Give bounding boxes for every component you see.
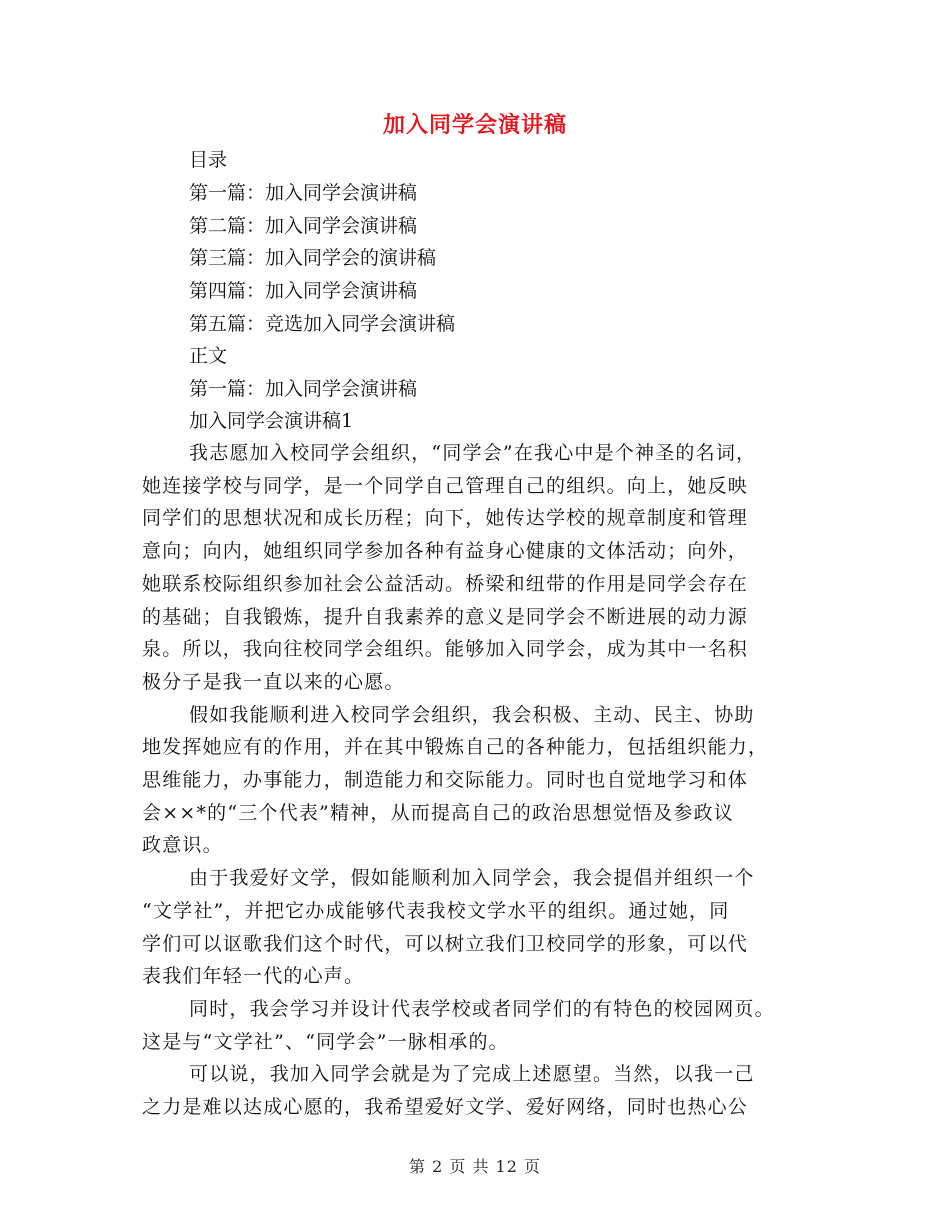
paragraph-line: 她联系校际组织参加社会公益活动。桥梁和纽带的作用是同学会存在 xyxy=(142,572,749,595)
body-heading: 正文 xyxy=(189,345,228,367)
paragraph-line: 地发挥她应有的作用，并在其中锻炼自己的各种能力，包括组织能力， xyxy=(142,736,769,759)
body-paragraph xyxy=(142,862,810,993)
paragraph-line: 之力是难以达成心愿的，我希望爱好文学、爱好网络，同时也热心公 xyxy=(142,1096,749,1119)
paragraph-line: 政意识。 xyxy=(142,834,223,857)
paragraph-line: 意向；向内，她组织同学参加各种有益身心健康的文体活动；向外， xyxy=(142,540,749,563)
section-title: 第一篇：加入同学会演讲稿 xyxy=(189,378,418,400)
page-footer: 第 2 页 共 12 页 xyxy=(409,1157,541,1176)
paragraph-line: 她连接学校与同学，是一个同学自己管理自己的组织。向上，她反映 xyxy=(142,474,749,497)
paragraph-line: 我志愿加入校同学会组织，“同学会”在我心中是个神圣的名词， xyxy=(189,442,757,464)
toc-item: 第五篇：竞选加入同学会演讲稿 xyxy=(189,313,456,335)
paragraph-line: 由于我爱好文学，假如能顺利加入同学会，我会提倡并组织一个 xyxy=(189,867,755,890)
body-paragraph xyxy=(142,993,810,1058)
body-text xyxy=(142,437,810,1124)
speech-subtitle: 加入同学会演讲稿1 xyxy=(189,410,354,432)
body-paragraph xyxy=(142,1058,810,1123)
toc-item: 第二篇：加入同学会演讲稿 xyxy=(189,215,418,237)
toc-item: 第三篇：加入同学会的演讲稿 xyxy=(189,247,437,269)
body-paragraph xyxy=(142,437,810,699)
toc-item: 第四篇：加入同学会演讲稿 xyxy=(189,280,418,302)
paragraph-line: 泉。所以，我向往校同学会组织。能够加入同学会，成为其中一名积 xyxy=(142,638,749,661)
paragraph-line: 的基础；自我锻炼，提升自我素养的意义是同学会不断进展的动力源 xyxy=(142,605,749,628)
document-title: 加入同学会演讲稿 xyxy=(382,113,567,138)
paragraph-line: 同时，我会学习并设计代表学校或者同学们的有特色的校园网页。 xyxy=(189,997,775,1020)
paragraph-line: 可以说，我加入同学会就是为了完成上述愿望。当然，以我一己 xyxy=(189,1063,755,1086)
paragraph-line: 会××*的“三个代表”精神，从而提高自己的政治思想觉悟及参政议 xyxy=(142,801,734,824)
toc-heading: 目录 xyxy=(189,149,228,171)
paragraph-line: 表我们年轻一代的心声。 xyxy=(142,965,365,988)
toc-item: 第一篇：加入同学会演讲稿 xyxy=(189,182,418,204)
paragraph-line: 思维能力，办事能力，制造能力和交际能力。同时也自觉地学习和体 xyxy=(142,769,749,792)
paragraph-line: 假如我能顺利进入校同学会组织，我会积极、主动、民主、协助 xyxy=(189,703,755,726)
paragraph-line: 极分子是我一直以来的心愿。 xyxy=(142,670,405,693)
paragraph-line: 这是与“文学社”、“同学会”一脉相承的。 xyxy=(142,1030,509,1053)
paragraph-line: 学们可以讴歌我们这个时代，可以树立我们卫校同学的形象，可以代 xyxy=(142,932,749,955)
paragraph-line: “文学社”，并把它办成能够代表我校文学水平的组织。通过她，同 xyxy=(142,899,730,922)
body-paragraph xyxy=(142,699,810,863)
paragraph-line: 同学们的思想状况和成长历程；向下，她传达学校的规章制度和管理 xyxy=(142,507,749,530)
